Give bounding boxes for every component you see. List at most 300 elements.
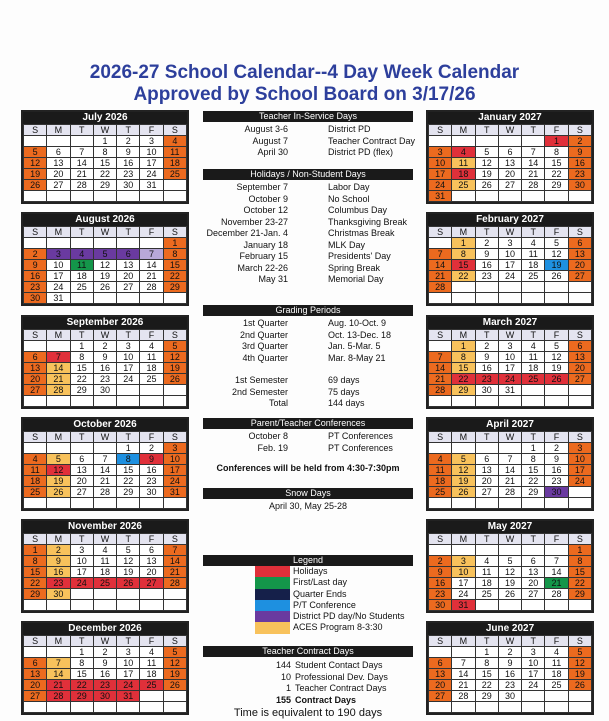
day-cell: 30 xyxy=(93,691,116,702)
day-cell xyxy=(568,385,591,396)
day-cell: 16 xyxy=(568,158,591,169)
day-cell xyxy=(522,691,545,702)
legend-item xyxy=(203,577,413,588)
section-header: Snow Days xyxy=(203,488,413,499)
day-cell: 2 xyxy=(93,341,116,352)
day-cell: 7 xyxy=(47,352,70,363)
day-header: M xyxy=(47,534,70,545)
day-cell: 25 xyxy=(522,374,545,385)
day-cell: 1 xyxy=(163,238,186,249)
day-cell: 7 xyxy=(140,249,163,260)
row-description: Mar. 8-May 21 xyxy=(328,352,386,363)
day-cell: 25 xyxy=(429,487,452,498)
day-cell: 11 xyxy=(93,556,116,567)
day-cell: 19 xyxy=(163,363,186,374)
day-header: W xyxy=(498,636,521,647)
day-cell: 17 xyxy=(117,669,140,680)
day-cell xyxy=(522,136,545,147)
day-cell: 9 xyxy=(24,260,47,271)
week-row xyxy=(429,669,592,680)
day-cell: 17 xyxy=(140,158,163,169)
holiday-row xyxy=(203,240,413,252)
day-cell xyxy=(93,589,116,600)
day-cell xyxy=(545,385,568,396)
day-cell: 22 xyxy=(24,578,47,589)
day-cell xyxy=(117,238,140,249)
day-header: T xyxy=(522,534,545,545)
day-cell xyxy=(24,647,47,658)
day-cell: 15 xyxy=(452,363,475,374)
day-cell: 19 xyxy=(452,476,475,487)
day-cell: 18 xyxy=(24,476,47,487)
day-cell: 18 xyxy=(140,669,163,680)
row-date: 3rd Quarter xyxy=(241,341,288,351)
row-date: Total xyxy=(268,398,288,408)
day-cell xyxy=(93,238,116,249)
day-cell xyxy=(70,238,93,249)
day-cell: 20 xyxy=(498,169,521,180)
legend-label: ACES Program 8-3:30 xyxy=(293,622,383,633)
day-cell: 28 xyxy=(47,385,70,396)
day-header: F xyxy=(545,330,568,341)
day-cell: 11 xyxy=(140,352,163,363)
day-cell: 24 xyxy=(429,180,452,191)
day-cell: 9 xyxy=(475,249,498,260)
week-row xyxy=(429,454,592,465)
quarter-row xyxy=(203,330,413,342)
day-cell: 23 xyxy=(568,169,591,180)
day-cell: 4 xyxy=(24,454,47,465)
week-row xyxy=(429,158,592,169)
day-cell: 18 xyxy=(452,169,475,180)
day-header: S xyxy=(568,125,591,136)
day-cell: 13 xyxy=(498,158,521,169)
day-cell xyxy=(545,702,568,713)
week-row xyxy=(429,374,592,385)
day-cell: 25 xyxy=(140,680,163,691)
day-cell xyxy=(522,282,545,293)
day-cell xyxy=(568,282,591,293)
day-cell xyxy=(140,385,163,396)
day-cell: 29 xyxy=(163,282,186,293)
day-cell xyxy=(545,545,568,556)
day-cell xyxy=(429,443,452,454)
day-cell: 17 xyxy=(47,271,70,282)
day-cell: 23 xyxy=(429,589,452,600)
quarter-row xyxy=(203,353,413,365)
day-cell xyxy=(117,396,140,407)
day-cell xyxy=(24,498,47,509)
week-row xyxy=(24,487,187,498)
day-header-row xyxy=(24,534,187,545)
day-cell xyxy=(140,293,163,304)
semester-row xyxy=(203,375,413,387)
day-cell: 16 xyxy=(475,260,498,271)
day-cell: 16 xyxy=(93,363,116,374)
day-header: M xyxy=(452,534,475,545)
row-date: February 15 xyxy=(239,251,288,261)
month-title: December 2026 xyxy=(23,623,187,635)
row-date: October 8 xyxy=(248,431,288,441)
day-cell: 7 xyxy=(545,556,568,567)
day-cell xyxy=(47,341,70,352)
day-cell: 17 xyxy=(70,567,93,578)
contract-label: Teacher Contract Days xyxy=(295,683,387,693)
day-cell: 22 xyxy=(93,169,116,180)
day-cell: 18 xyxy=(93,567,116,578)
holiday-row xyxy=(203,228,413,240)
day-header-row xyxy=(429,432,592,443)
day-cell xyxy=(452,396,475,407)
day-header: S xyxy=(24,125,47,136)
day-header: M xyxy=(47,330,70,341)
day-cell: 15 xyxy=(545,158,568,169)
day-cell xyxy=(24,702,47,713)
day-header: T xyxy=(117,432,140,443)
day-cell: 19 xyxy=(93,271,116,282)
row-description: Aug. 10-Oct. 9 xyxy=(328,318,387,328)
day-cell xyxy=(475,396,498,407)
week-row xyxy=(24,443,187,454)
day-cell: 15 xyxy=(475,669,498,680)
day-cell xyxy=(498,545,521,556)
week-row xyxy=(24,271,187,282)
day-header: W xyxy=(93,534,116,545)
day-header-row xyxy=(429,227,592,238)
day-header: F xyxy=(545,125,568,136)
day-cell: 15 xyxy=(117,465,140,476)
day-header: T xyxy=(70,125,93,136)
day-cell xyxy=(475,293,498,304)
day-cell: 12 xyxy=(498,567,521,578)
day-cell: 29 xyxy=(522,487,545,498)
week-row xyxy=(24,374,187,385)
row-description: Presidents' Day xyxy=(328,251,391,261)
day-header: M xyxy=(452,125,475,136)
day-cell xyxy=(93,293,116,304)
day-cell: 20 xyxy=(70,476,93,487)
day-cell xyxy=(522,498,545,509)
day-cell: 2 xyxy=(93,647,116,658)
day-cell: 14 xyxy=(93,465,116,476)
day-cell: 18 xyxy=(140,363,163,374)
week-row xyxy=(24,293,187,304)
day-cell: 1 xyxy=(70,647,93,658)
month-calendar xyxy=(21,519,189,613)
day-header-row xyxy=(24,227,187,238)
week-row xyxy=(429,136,592,147)
day-cell xyxy=(93,443,116,454)
conference-row xyxy=(203,443,413,455)
day-header: W xyxy=(93,125,116,136)
row-description: Thanksgiving Break xyxy=(328,216,408,227)
day-cell: 10 xyxy=(117,352,140,363)
week-row xyxy=(24,158,187,169)
day-cell: 31 xyxy=(429,191,452,202)
day-cell: 14 xyxy=(70,158,93,169)
day-cell: 7 xyxy=(522,147,545,158)
row-date: December 21-Jan. 4 xyxy=(206,228,288,238)
day-cell xyxy=(545,293,568,304)
legend-item xyxy=(203,622,413,633)
day-cell xyxy=(568,702,591,713)
day-cell: 7 xyxy=(498,454,521,465)
day-cell: 29 xyxy=(452,385,475,396)
day-cell: 27 xyxy=(117,282,140,293)
day-header: T xyxy=(475,636,498,647)
day-header: T xyxy=(522,636,545,647)
day-cell: 17 xyxy=(568,465,591,476)
snow-days-text: April 30, May 25-28 xyxy=(268,501,348,511)
day-cell xyxy=(498,702,521,713)
day-header: F xyxy=(140,125,163,136)
day-header: W xyxy=(498,534,521,545)
section-header: Parent/Teacher Conferences xyxy=(203,418,413,429)
week-row xyxy=(429,260,592,271)
week-row xyxy=(429,249,592,260)
day-cell: 21 xyxy=(70,169,93,180)
day-cell: 29 xyxy=(475,691,498,702)
day-cell: 24 xyxy=(47,282,70,293)
day-cell: 27 xyxy=(568,374,591,385)
day-cell: 25 xyxy=(70,282,93,293)
day-cell: 27 xyxy=(498,180,521,191)
week-row xyxy=(429,567,592,578)
week-row xyxy=(24,454,187,465)
day-cell: 5 xyxy=(163,647,186,658)
contract-count: 10 xyxy=(280,671,291,682)
week-row xyxy=(24,691,187,702)
day-cell: 10 xyxy=(429,158,452,169)
legend-item xyxy=(203,566,413,577)
holiday-row xyxy=(203,182,413,194)
day-cell: 30 xyxy=(140,487,163,498)
day-cell xyxy=(47,600,70,611)
semester-row xyxy=(203,387,413,399)
day-cell: 13 xyxy=(429,669,452,680)
week-row xyxy=(24,136,187,147)
row-description: PT Conferences xyxy=(328,442,393,453)
section-header: Legend xyxy=(203,555,413,566)
day-cell: 18 xyxy=(475,578,498,589)
day-cell: 17 xyxy=(498,260,521,271)
day-cell xyxy=(24,396,47,407)
day-cell: 10 xyxy=(117,658,140,669)
day-header: F xyxy=(140,432,163,443)
day-cell xyxy=(452,702,475,713)
row-description: 75 days xyxy=(328,386,360,397)
day-cell: 19 xyxy=(117,567,140,578)
day-cell: 1 xyxy=(545,136,568,147)
section-header: Teacher Contract Days xyxy=(203,646,413,657)
quarter-row xyxy=(203,318,413,330)
month-title: October 2026 xyxy=(23,419,187,431)
week-row xyxy=(24,545,187,556)
contract-count: 1 xyxy=(285,683,291,693)
day-cell: 20 xyxy=(140,567,163,578)
legend-item xyxy=(203,611,413,622)
day-cell: 25 xyxy=(24,487,47,498)
day-cell: 11 xyxy=(163,147,186,158)
day-cell: 6 xyxy=(429,658,452,669)
day-cell xyxy=(568,498,591,509)
day-cell xyxy=(47,238,70,249)
row-description: PT Conferences xyxy=(328,431,393,441)
day-cell xyxy=(117,589,140,600)
day-cell xyxy=(24,443,47,454)
day-cell: 23 xyxy=(117,169,140,180)
day-cell: 16 xyxy=(475,363,498,374)
day-cell xyxy=(70,498,93,509)
conferences-note: Conferences will be held from 4:30-7:30pm xyxy=(216,463,400,473)
day-cell xyxy=(475,498,498,509)
day-cell: 2 xyxy=(475,238,498,249)
day-cell: 8 xyxy=(70,658,93,669)
row-date: 1st Quarter xyxy=(242,318,288,328)
week-row xyxy=(24,567,187,578)
day-cell xyxy=(163,691,186,702)
day-cell: 14 xyxy=(163,556,186,567)
day-cell xyxy=(163,702,186,713)
day-cell xyxy=(24,600,47,611)
day-cell: 20 xyxy=(117,271,140,282)
day-cell xyxy=(140,396,163,407)
month-title: August 2026 xyxy=(23,214,187,226)
day-cell: 24 xyxy=(568,476,591,487)
contract-days-section xyxy=(203,646,413,719)
day-header-row xyxy=(429,636,592,647)
week-row xyxy=(24,180,187,191)
day-cell xyxy=(47,396,70,407)
day-header: W xyxy=(93,432,116,443)
day-cell xyxy=(140,191,163,202)
day-cell: 13 xyxy=(140,556,163,567)
day-cell: 7 xyxy=(163,545,186,556)
day-header-row xyxy=(429,125,592,136)
legend-label: Quarter Ends xyxy=(293,588,347,599)
legend-swatch xyxy=(255,577,290,588)
day-cell: 10 xyxy=(47,260,70,271)
day-cell: 1 xyxy=(24,545,47,556)
day-cell xyxy=(475,191,498,202)
day-cell: 14 xyxy=(545,567,568,578)
day-cell: 12 xyxy=(24,158,47,169)
day-cell xyxy=(117,293,140,304)
day-cell: 4 xyxy=(522,341,545,352)
day-cell: 12 xyxy=(47,465,70,476)
day-cell: 7 xyxy=(429,249,452,260)
row-description: No School xyxy=(328,193,370,204)
day-cell xyxy=(568,191,591,202)
week-row xyxy=(429,385,592,396)
day-cell xyxy=(70,600,93,611)
section-header: Teacher In-Service Days xyxy=(203,111,413,122)
week-row xyxy=(24,658,187,669)
day-header: M xyxy=(47,432,70,443)
holiday-row xyxy=(203,194,413,206)
week-row xyxy=(429,680,592,691)
day-cell xyxy=(429,647,452,658)
row-date: August 3-6 xyxy=(244,124,288,134)
day-cell: 1 xyxy=(522,443,545,454)
day-cell: 29 xyxy=(568,589,591,600)
day-cell: 5 xyxy=(24,147,47,158)
day-cell xyxy=(93,191,116,202)
day-cell: 21 xyxy=(429,374,452,385)
day-cell: 16 xyxy=(429,578,452,589)
day-cell: 14 xyxy=(429,260,452,271)
day-header: T xyxy=(70,227,93,238)
day-cell xyxy=(70,589,93,600)
day-cell: 23 xyxy=(498,680,521,691)
day-cell: 21 xyxy=(140,271,163,282)
week-row xyxy=(429,545,592,556)
day-cell: 6 xyxy=(24,658,47,669)
day-header: W xyxy=(498,227,521,238)
week-row xyxy=(429,578,592,589)
day-cell: 26 xyxy=(93,282,116,293)
day-cell: 14 xyxy=(140,260,163,271)
day-cell: 21 xyxy=(452,680,475,691)
day-cell: 2 xyxy=(24,249,47,260)
day-cell: 24 xyxy=(117,680,140,691)
day-cell: 21 xyxy=(47,680,70,691)
day-cell: 22 xyxy=(545,169,568,180)
week-row xyxy=(429,238,592,249)
day-header: F xyxy=(140,636,163,647)
day-cell: 28 xyxy=(452,691,475,702)
day-header: F xyxy=(545,534,568,545)
day-cell xyxy=(522,702,545,713)
day-cell: 20 xyxy=(475,476,498,487)
day-cell: 4 xyxy=(522,238,545,249)
day-cell xyxy=(568,600,591,611)
day-cell: 31 xyxy=(452,600,475,611)
day-cell xyxy=(24,341,47,352)
day-cell: 21 xyxy=(498,476,521,487)
day-header: T xyxy=(475,227,498,238)
page-subtitle: Approved by School Board on 3/17/26 xyxy=(133,84,476,105)
day-cell: 30 xyxy=(475,385,498,396)
day-cell xyxy=(452,191,475,202)
day-header: S xyxy=(429,227,452,238)
month-calendar xyxy=(21,417,189,511)
row-description: Labor Day xyxy=(328,182,370,192)
day-cell: 8 xyxy=(93,147,116,158)
inservice-section xyxy=(203,111,416,159)
day-cell: 9 xyxy=(498,658,521,669)
day-cell: 25 xyxy=(522,271,545,282)
day-cell: 20 xyxy=(24,374,47,385)
day-cell: 4 xyxy=(70,249,93,260)
day-cell: 26 xyxy=(24,180,47,191)
day-cell xyxy=(429,396,452,407)
day-cell: 4 xyxy=(429,454,452,465)
day-cell: 26 xyxy=(117,578,140,589)
day-cell: 29 xyxy=(545,180,568,191)
day-cell: 8 xyxy=(70,352,93,363)
day-cell: 26 xyxy=(475,180,498,191)
day-header: S xyxy=(24,534,47,545)
day-cell: 4 xyxy=(545,647,568,658)
day-cell: 24 xyxy=(163,476,186,487)
day-header: W xyxy=(93,330,116,341)
day-header: M xyxy=(47,125,70,136)
week-row xyxy=(24,147,187,158)
row-description: 69 days xyxy=(328,375,360,385)
day-header: M xyxy=(47,227,70,238)
month-title: March 2027 xyxy=(428,317,592,329)
